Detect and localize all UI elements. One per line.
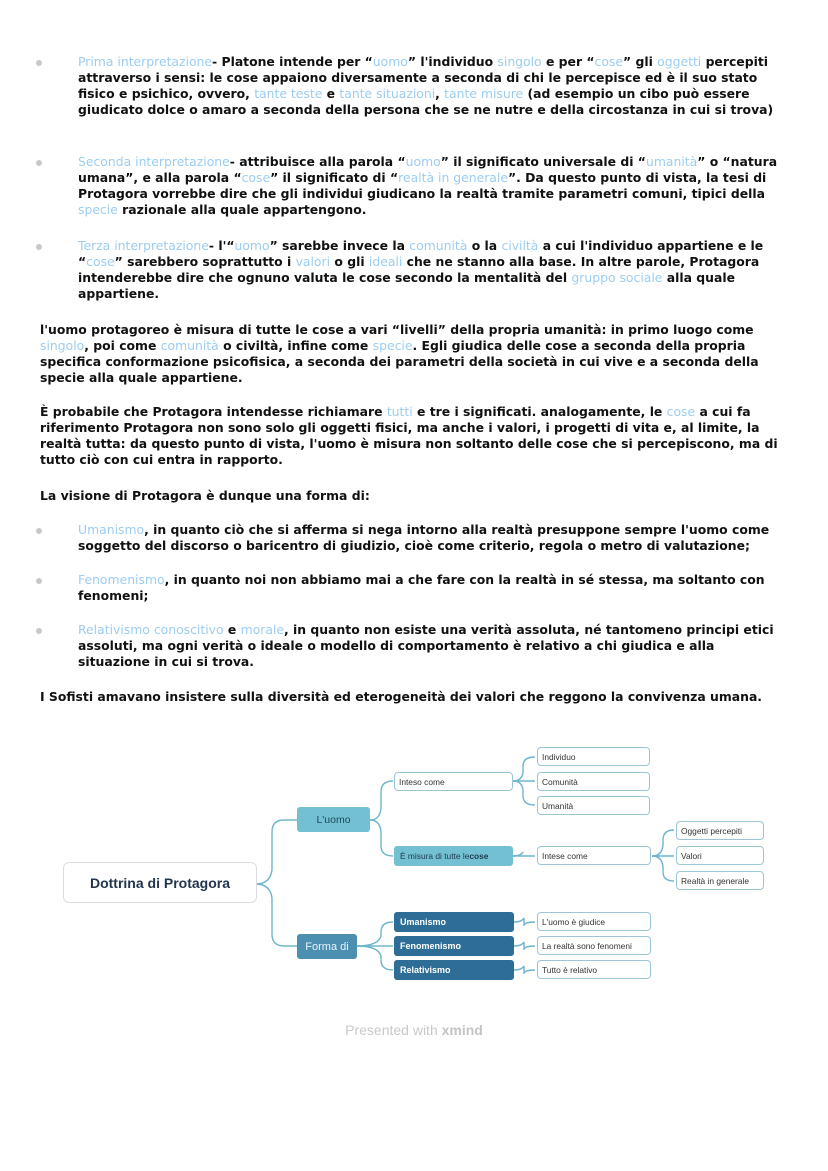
mindmap-node-inteso-come: Inteso come <box>394 772 513 791</box>
bullet-relativismo: Relativismo conoscitivo e morale, in quanto non esiste una verità assoluta, né tantomeno principi etici assoluti, ma ogni verità o ideale o modello di comportamento è relativo a chi giudica e alla situazione in cui si trova. <box>78 622 774 669</box>
mindmap-node-tutto-relativo: Tutto è relativo <box>537 960 651 979</box>
mindmap-node-oggetti-percepiti: Oggetti percepiti <box>676 821 764 840</box>
xmind-watermark <box>0 1022 828 1038</box>
watermark-brand: xmind <box>441 1022 483 1038</box>
mindmap-node-intese-come: Intese come <box>537 846 651 865</box>
mindmap-node-valori: Valori <box>676 846 764 865</box>
mindmap-node-relativismo: Relativismo <box>394 960 514 980</box>
mindmap-node-realta-fenomeni: La realtà sono fenomeni <box>537 936 651 955</box>
mindmap-node-individuo: Individuo <box>537 747 650 766</box>
mindmap-root: Dottrina di Protagora <box>63 862 257 903</box>
mindmap-node-umanita: Umanità <box>537 796 650 815</box>
mindmap-node-uomo: L'uomo <box>297 807 370 832</box>
mindmap-node-uomo-giudice: L'uomo è giudice <box>537 912 651 931</box>
bullet-second-interpretation: Seconda interpretazione- attribuisce alla parola “uomo” il significato universale di “umanità” o “natura umana”, e alla parola “cose” il significato di “realtà in generale”. Da questo punto di vista, la tesi di Protagora vorrebbe dire che gli individui giudicano la realtà tramite parametri comuni, tipici della specie razionale alla quale appartengono. <box>78 154 778 217</box>
paragraph-uomo-protagoreo: l'uomo protagoreo è misura di tutte le cose a vari “livelli” della propria umanità: in primo luogo come singolo, poi come comunità o civiltà, infine come specie. Egli giudica delle cose a seconda della propria specifica conformazione psicofisica, a seconda dei parametri della società in cui vive e a seconda della specie alla quale appartiene. <box>40 322 759 385</box>
paragraph-sofisti: I Sofisti amavano insistere sulla diversità ed eterogeneità dei valori che reggono la convivenza umana. <box>40 689 763 704</box>
mindmap-node-umanismo: Umanismo <box>394 912 514 932</box>
bullet-umanismo: Umanismo, in quanto ciò che si afferma si nega intorno alla realtà presuppone sempre l'uomo come soggetto del discorso o baricentro di giudizio, cioè come criterio, regola o metro di valutazione; <box>78 522 770 553</box>
mindmap-node-misura <box>394 846 513 866</box>
mindmap-node-realta-generale: Realtà in generale <box>676 871 764 890</box>
highlight-term: Prima interpretazione <box>78 54 213 69</box>
bullet-third-interpretation: Terza interpretazione- l'“uomo” sarebbe invece la comunità o la civiltà a cui l'individuo appartiene e le “cose” sarebbero soprattutto i valori o gli ideali che ne stanno alla base. In altre parole, Protagora intenderebbe dire che ognuno valuta le cose secondo la mentalità del gruppo sociale alla quale appartiene. <box>78 238 764 301</box>
bullet-fenomenismo: Fenomenismo, in quanto noi non abbiamo mai a che fare con la realtà in sé stessa, ma soltanto con fenomeni; <box>78 572 765 603</box>
paragraph-visione: La visione di Protagora è dunque una forma di: <box>40 488 370 503</box>
mindmap-node-forma-di: Forma di <box>297 934 357 959</box>
mindmap-node-fenomenismo: Fenomenismo <box>394 936 514 956</box>
watermark-prefix: Presented with <box>345 1022 442 1038</box>
mindmap-misura-text: È misura di tutte le <box>400 851 470 861</box>
mindmap-misura-bold: cose <box>469 851 489 861</box>
bullet-first-interpretation: Prima interpretazione- Platone intende per “uomo” l'individuo singolo e per “cose” gli oggetti percepiti attraverso i sensi: le cose appaiono diversamente a seconda di chi le percepisce ed è il suo stato fisico e psichico, ovvero, tante teste e tante situazioni, tante misure (ad esempio un cibo può essere giudicato dolce o amaro a seconda della persona che se ne nutre e della circostanza in cui si trova) <box>78 54 774 117</box>
mindmap-node-comunita: Comunità <box>537 772 650 791</box>
paragraph-tre-significati: È probabile che Protagora intendesse richiamare tutti e tre i significati. analogamente, le cose a cui fa riferimento Protagora non sono solo gli oggetti fisici, ma anche i valori, i progetti di vita e, al limite, la realtà tutta: da questo punto di vista, l'uomo è misura non soltanto delle cose che si percepiscono, ma di tutto ciò con cui entra in rapporto. <box>40 404 778 467</box>
